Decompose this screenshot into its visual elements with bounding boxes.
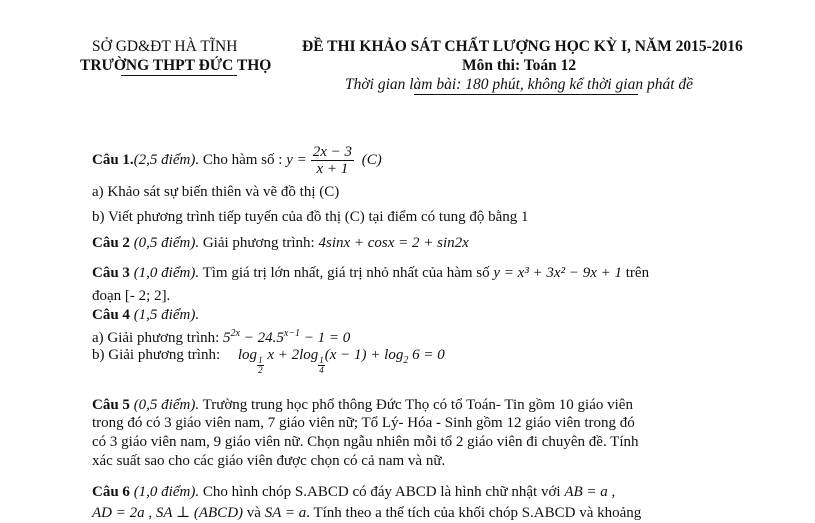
q6-line1-math: AB = a , xyxy=(564,484,616,500)
q1-denominator: x + 1 xyxy=(316,161,349,178)
q5-line2: trong đó có 3 giáo viên nam, 7 giáo viên nữ; Tổ Lý- Hóa - Sinh gồm 12 giáo viên trong đó xyxy=(92,415,635,431)
q6-points: (1,0 điểm). xyxy=(133,484,200,500)
q1-text: Cho hàm số : xyxy=(202,152,283,168)
question-6 xyxy=(92,484,615,501)
q3-line2: đoạn [- 2; 2]. xyxy=(92,288,171,304)
q5-line3: có 3 giáo viên nam, 9 giáo viên nữ. Chọn ngẫu nhiên mỗi tổ 2 giáo viên đi chuyên đề. Tính xyxy=(92,434,639,450)
q5-line4: xác suất sao cho các giáo viên được chọn có cả nam và nữ. xyxy=(92,453,446,469)
q4-part-b xyxy=(92,347,445,375)
q1-curve-tag: (C) xyxy=(361,152,382,168)
q2-points: (0,5 điểm). xyxy=(133,235,200,251)
exam-time: Thời gian làm bài: 180 phút, không kể thời gian phát đề xyxy=(345,76,694,93)
q6-label: Câu 6 xyxy=(92,484,130,500)
school-name: TRƯỜNG THPT ĐỨC THỌ xyxy=(80,57,272,74)
exam-subject: Môn thi: Toán 12 xyxy=(462,57,577,74)
q1-numerator: 2x − 3 xyxy=(312,143,352,160)
q4-b-text: b) Giải phương trình: xyxy=(92,347,221,363)
time-underline xyxy=(414,94,638,95)
q6-line2 xyxy=(92,503,641,522)
q1-label: Câu 1. xyxy=(92,152,134,168)
q6-line2-rest: . Tính theo a thể tích của khối chóp S.ABCD và khoảng xyxy=(306,505,642,521)
school-underline xyxy=(121,75,237,76)
q2-label: Câu 2 xyxy=(92,235,130,251)
exam-title: ĐỀ THI KHẢO SÁT CHẤT LƯỢNG HỌC KỲ I, NĂM 2015-2016 xyxy=(302,38,743,55)
question-2 xyxy=(92,235,469,252)
question-5 xyxy=(92,397,633,414)
q3-label: Câu 3 xyxy=(92,265,130,281)
q5-line1: Trường trung học phổ thông Đức Thọ có tổ Toán- Tin gồm 10 giáo viên xyxy=(202,397,633,413)
q4-a-equation: $5^{2x} - 24.5^{x-1} - 1 = 0$ xyxy=(223,328,351,346)
q2-text: Giải phương trình: xyxy=(202,235,315,251)
dept-name: SỞ GD&ĐT HÀ TĨNH xyxy=(92,38,238,55)
q1-part-b: b) Viết phương trình tiếp tuyến của đồ thị (C) tại điểm có tung độ bằng 1 xyxy=(92,209,529,225)
q3-text: Tìm giá trị lớn nhất, giá trị nhỏ nhất của hàm số xyxy=(202,265,490,281)
q6-line2-math2: SA = a xyxy=(264,505,307,521)
q3-after: trên xyxy=(625,265,650,281)
q3-points: (1,0 điểm). xyxy=(133,265,200,281)
q2-equation: 4sinx + cosx = 2 + sin2x xyxy=(318,235,469,251)
question-4 xyxy=(92,307,199,324)
question-1 xyxy=(92,140,382,180)
q5-label: Câu 5 xyxy=(92,397,130,413)
q1-fraction xyxy=(311,144,354,178)
q6-line1: Cho hình chóp S.ABCD có đáy ABCD là hình chữ nhật với xyxy=(202,484,561,500)
question-3 xyxy=(92,265,649,282)
q1-points: (2,5 điểm). xyxy=(133,152,200,168)
q3-function: y = x³ + 3x² − 9x + 1 xyxy=(493,265,622,281)
q4-a-text: a) Giải phương trình: xyxy=(92,330,220,346)
q4-b-equation: log $\frac{1}{2}$ x + 2log $\frac{1}{4}$ $(x - 1) + \log_2 6 = 0$ xyxy=(237,347,445,375)
q4-label: Câu 4 xyxy=(92,307,130,323)
q5-points: (0,5 điểm). xyxy=(133,397,200,413)
q1-part-a: a) Khảo sát sự biến thiên và vẽ đồ thị (C) xyxy=(92,184,340,200)
q6-line2-and: và xyxy=(246,505,261,521)
q4-part-a xyxy=(92,328,350,347)
q1-y: y = xyxy=(286,152,307,168)
q6-line2-math: AD = 2a , SA ⊥ (ABCD) xyxy=(92,505,244,521)
q4-points: (1,5 điểm). xyxy=(133,307,200,323)
